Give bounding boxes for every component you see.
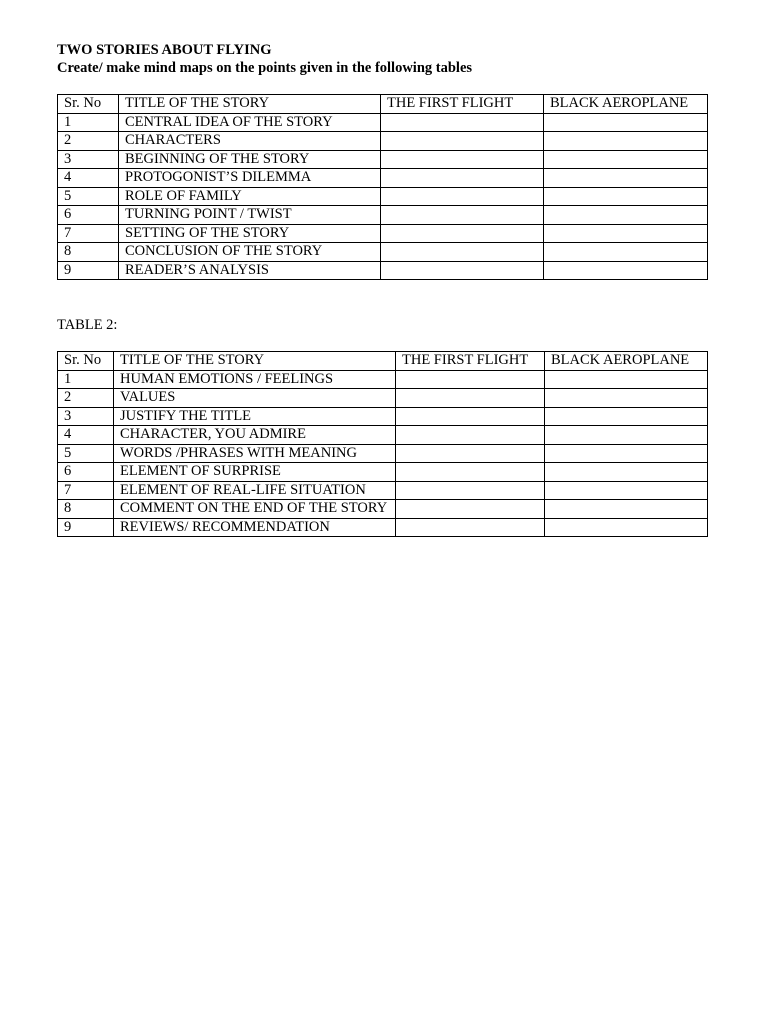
first-flight-cell — [396, 463, 545, 482]
header-first-flight: THE FIRST FLIGHT — [381, 95, 544, 114]
first-flight-cell — [381, 187, 544, 206]
first-flight-cell — [396, 407, 545, 426]
black-aeroplane-cell — [545, 426, 708, 445]
row-number: 1 — [58, 370, 114, 389]
row-number: 4 — [58, 169, 119, 188]
table-row — [58, 426, 708, 445]
black-aeroplane-cell — [545, 444, 708, 463]
row-title: CENTRAL IDEA OF THE STORY — [119, 113, 381, 132]
first-flight-cell — [381, 243, 544, 262]
document-instruction: Create/ make mind maps on the points given in the following tables — [57, 60, 473, 76]
first-flight-cell — [396, 389, 545, 408]
first-flight-cell — [381, 261, 544, 280]
black-aeroplane-cell — [544, 113, 708, 132]
table-row — [58, 132, 708, 151]
row-number: 5 — [58, 187, 119, 206]
story-table-1 — [57, 94, 708, 280]
row-title: SETTING OF THE STORY — [119, 224, 381, 243]
black-aeroplane-cell — [544, 132, 708, 151]
row-title: VALUES — [114, 389, 396, 408]
row-title: ROLE OF FAMILY — [119, 187, 381, 206]
table-row — [58, 463, 708, 482]
row-title: TURNING POINT / TWIST — [119, 206, 381, 225]
table-row — [58, 481, 708, 500]
table-header-row — [58, 352, 708, 371]
table-row — [58, 243, 708, 262]
row-number: 6 — [58, 463, 114, 482]
row-number: 2 — [58, 389, 114, 408]
table-row — [58, 113, 708, 132]
black-aeroplane-cell — [545, 463, 708, 482]
row-title: CHARACTER, YOU ADMIRE — [114, 426, 396, 445]
table2-body — [58, 352, 708, 537]
black-aeroplane-cell — [544, 206, 708, 225]
row-number: 9 — [58, 518, 114, 537]
first-flight-cell — [381, 169, 544, 188]
row-title: CHARACTERS — [119, 132, 381, 151]
row-number: 3 — [58, 407, 114, 426]
table-row — [58, 150, 708, 169]
row-number: 1 — [58, 113, 119, 132]
first-flight-cell — [381, 150, 544, 169]
row-number: 6 — [58, 206, 119, 225]
header-sr-no: Sr. No — [58, 352, 114, 371]
first-flight-cell — [396, 500, 545, 519]
table-row — [58, 407, 708, 426]
header-title-of-story: TITLE OF THE STORY — [114, 352, 396, 371]
row-number: 9 — [58, 261, 119, 280]
story-table-2 — [57, 351, 708, 537]
header-first-flight: THE FIRST FLIGHT — [396, 352, 545, 371]
row-number: 3 — [58, 150, 119, 169]
black-aeroplane-cell — [544, 261, 708, 280]
row-title: ELEMENT OF SURPRISE — [114, 463, 396, 482]
black-aeroplane-cell — [544, 150, 708, 169]
row-number: 5 — [58, 444, 114, 463]
black-aeroplane-cell — [544, 187, 708, 206]
black-aeroplane-cell — [545, 518, 708, 537]
row-number: 4 — [58, 426, 114, 445]
table2-label: TABLE 2: — [57, 317, 118, 333]
row-title: COMMENT ON THE END OF THE STORY — [114, 500, 396, 519]
table-row — [58, 389, 708, 408]
row-number: 8 — [58, 500, 114, 519]
first-flight-cell — [396, 481, 545, 500]
row-title: BEGINNING OF THE STORY — [119, 150, 381, 169]
first-flight-cell — [396, 370, 545, 389]
row-title: CONCLUSION OF THE STORY — [119, 243, 381, 262]
first-flight-cell — [396, 444, 545, 463]
table-row — [58, 224, 708, 243]
row-title: HUMAN EMOTIONS / FEELINGS — [114, 370, 396, 389]
header-title-of-story: TITLE OF THE STORY — [119, 95, 381, 114]
black-aeroplane-cell — [545, 370, 708, 389]
black-aeroplane-cell — [544, 243, 708, 262]
first-flight-cell — [381, 132, 544, 151]
document-title: TWO STORIES ABOUT FLYING — [57, 42, 272, 58]
table-row — [58, 444, 708, 463]
table-row — [58, 206, 708, 225]
row-number: 2 — [58, 132, 119, 151]
black-aeroplane-cell — [545, 481, 708, 500]
header-sr-no: Sr. No — [58, 95, 119, 114]
row-title: JUSTIFY THE TITLE — [114, 407, 396, 426]
table1-body — [58, 95, 708, 280]
row-number: 8 — [58, 243, 119, 262]
table-header-row — [58, 95, 708, 114]
black-aeroplane-cell — [544, 224, 708, 243]
black-aeroplane-cell — [545, 389, 708, 408]
row-title: READER’S ANALYSIS — [119, 261, 381, 280]
row-title: PROTOGONIST’S DILEMMA — [119, 169, 381, 188]
black-aeroplane-cell — [545, 407, 708, 426]
table-row — [58, 169, 708, 188]
black-aeroplane-cell — [545, 500, 708, 519]
row-title: REVIEWS/ RECOMMENDATION — [114, 518, 396, 537]
table-row — [58, 500, 708, 519]
table-row — [58, 518, 708, 537]
table-row — [58, 187, 708, 206]
black-aeroplane-cell — [544, 169, 708, 188]
table-row — [58, 370, 708, 389]
row-title: WORDS /PHRASES WITH MEANING — [114, 444, 396, 463]
first-flight-cell — [396, 426, 545, 445]
first-flight-cell — [381, 206, 544, 225]
row-number: 7 — [58, 481, 114, 500]
header-black-aeroplane: BLACK AEROPLANE — [544, 95, 708, 114]
header-black-aeroplane: BLACK AEROPLANE — [545, 352, 708, 371]
first-flight-cell — [381, 113, 544, 132]
row-number: 7 — [58, 224, 119, 243]
first-flight-cell — [396, 518, 545, 537]
row-title: ELEMENT OF REAL-LIFE SITUATION — [114, 481, 396, 500]
table-row — [58, 261, 708, 280]
first-flight-cell — [381, 224, 544, 243]
